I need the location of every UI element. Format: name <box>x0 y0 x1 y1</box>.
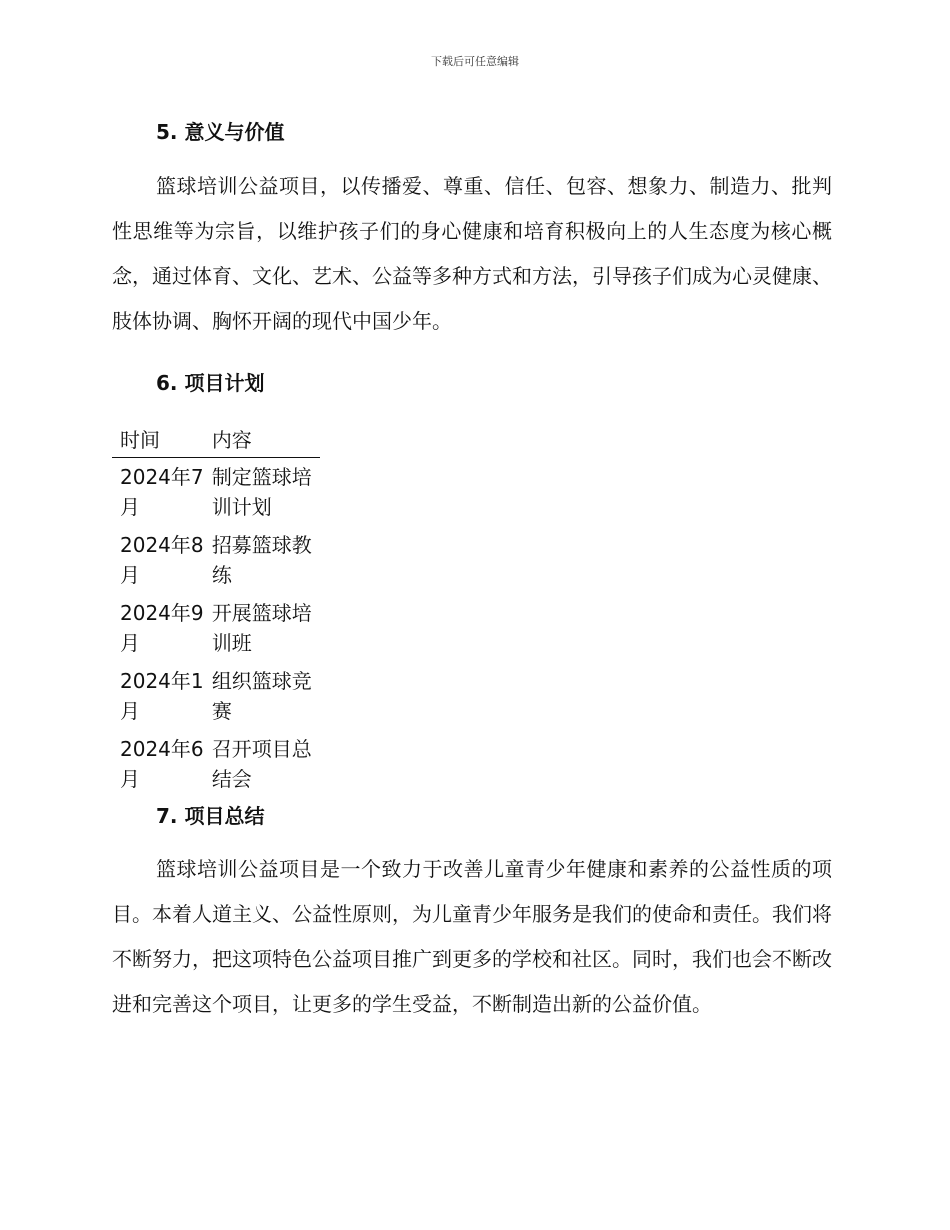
table-cell-time: 2024年9月 <box>120 601 204 655</box>
table-header-time: 时间 <box>112 424 204 458</box>
table-cell-time: 2024年7月 <box>120 465 204 519</box>
table-cell-time: 2024年8月 <box>120 533 204 587</box>
page-header-note: 下载后可任意编辑 <box>431 55 519 68</box>
project-plan-table <box>112 424 320 798</box>
table-header-row <box>112 424 320 458</box>
table-cell-content: 招募篮球教练 <box>211 533 312 587</box>
section-5-paragraph: 篮球培训公益项目，以传播爱、尊重、信任、包容、想象力、制造力、批判性思维等为宗旨，以维护孩子们的身心健康和培育积极向上的人生态度为核心概念，通过体育、文化、艺术、公益等多种方式和方法，引导孩子们成为心灵健康、肢体协调、胸怀开阔的现代中国少年。 <box>112 174 832 333</box>
table-row <box>112 526 320 594</box>
table-cell-content: 开展篮球培训班 <box>211 601 312 655</box>
table-row <box>112 662 320 730</box>
table-header-content: 内容 <box>204 424 320 458</box>
table-row <box>112 730 320 798</box>
section-7-heading: 7. 项目总结 <box>156 804 265 828</box>
table-cell-content: 制定篮球培训计划 <box>211 465 312 519</box>
table-cell-content: 组织篮球竞赛 <box>211 669 312 723</box>
table-cell-time: 2024年6月 <box>120 737 204 791</box>
section-5-heading: 5. 意义与价值 <box>156 120 285 144</box>
table-cell-content: 召开项目总结会 <box>211 737 312 791</box>
section-7-paragraph: 篮球培训公益项目是一个致力于改善儿童青少年健康和素养的公益性质的项目。本着人道主义、公益性原则，为儿童青少年服务是我们的使命和责任。我们将不断努力，把这项特色公益项目推广到更多的学校和社区。同时，我们也会不断改进和完善这个项目，让更多的学生受益，不断制造出新的公益价值。 <box>112 857 832 1016</box>
table-row <box>112 594 320 662</box>
section-6-heading: 6. 项目计划 <box>156 371 265 395</box>
table-cell-time: 2024年1月 <box>120 669 204 723</box>
table-row <box>112 458 320 527</box>
